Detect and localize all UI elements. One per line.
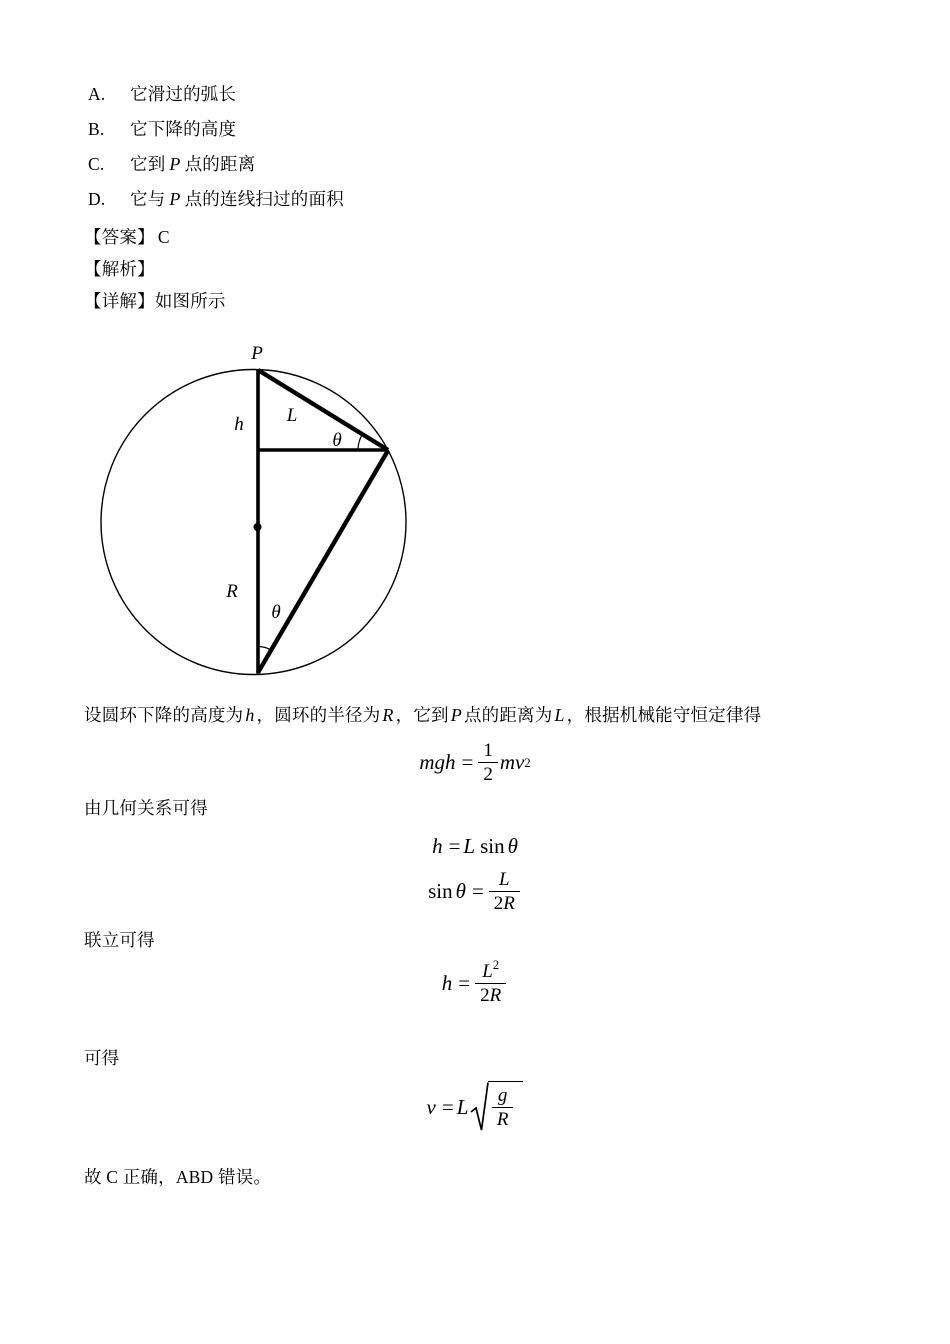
option-text-segment: 它滑过的弧长 <box>130 84 237 104</box>
eq-rhs: mv <box>499 750 525 774</box>
fraction-denominator: R <box>492 1107 514 1130</box>
answer-value: C <box>157 227 170 247</box>
den-variable: R <box>503 893 515 914</box>
conclusion-text: 故 C 正确，ABD 错误。 <box>84 1167 272 1187</box>
option-text-segment: 它下降的高度 <box>130 119 237 139</box>
intro-text-segment: ，它到 <box>395 705 449 725</box>
fraction <box>475 958 506 1006</box>
answer-label: 【答案】 <box>84 227 155 247</box>
option-row-d <box>88 188 344 210</box>
detail-label: 【详解】 <box>84 291 155 311</box>
option-row-a <box>88 83 236 105</box>
den-coefficient: 2 <box>493 893 504 914</box>
equals-sign: = <box>448 834 461 858</box>
fraction <box>489 869 520 914</box>
equation-sine <box>0 869 950 914</box>
intro-text-segment: ，根据机械能守恒定律得 <box>566 705 762 725</box>
fraction-denominator <box>489 891 520 914</box>
option-row-b <box>88 118 236 140</box>
lead-text: 联立可得 <box>84 930 155 950</box>
option-text-segment: 它与 <box>130 189 166 209</box>
equals-sign: = <box>441 1094 454 1119</box>
angle-mark-top <box>358 434 362 450</box>
label-theta-top: θ <box>332 430 342 451</box>
eq-coefficient: L <box>463 834 476 858</box>
num-variable: L <box>482 961 493 982</box>
equation-height <box>0 834 950 859</box>
fraction-denominator: 2 <box>478 762 498 785</box>
equation-energy: mgh = $\frac{1}{2}$ mv 2 <box>419 740 531 785</box>
angle-mark-bottom <box>258 647 271 651</box>
lead-text: 可得 <box>84 1048 120 1068</box>
eq-lhs: h <box>432 834 443 858</box>
label-chord-l: L <box>286 405 298 426</box>
eq-lhs: mgh <box>419 750 456 774</box>
option-variable: P <box>169 189 181 209</box>
option-text-segment: 它到 <box>130 154 166 174</box>
equation-velocity <box>0 1081 950 1133</box>
sin-function: sin <box>480 834 505 858</box>
result-lead-text <box>84 1047 119 1069</box>
circle-diagram <box>85 338 425 686</box>
option-letter: A. <box>88 84 106 104</box>
option-letter: C. <box>88 154 105 174</box>
label-height-h: h <box>234 414 244 435</box>
lead-text: 由几何关系可得 <box>84 798 208 818</box>
den-coefficient: 2 <box>480 985 490 1006</box>
option-row-c <box>88 153 255 175</box>
label-point-p: P <box>251 343 263 364</box>
eq-angle: θ <box>507 834 518 858</box>
circle-outline <box>101 370 406 675</box>
square-root <box>469 1081 523 1133</box>
intro-text-segment: ，圆环的半径为 <box>256 705 381 725</box>
eq-lhs: h <box>441 971 453 995</box>
option-text-segment: 点的连线扫过的面积 <box>184 189 344 209</box>
equals-sign: = <box>461 750 474 774</box>
intro-text-segment: 点的距离为 <box>463 705 553 725</box>
fraction-denominator <box>475 983 506 1006</box>
equals-sign: = <box>458 971 471 995</box>
sin-function: sin <box>428 879 453 903</box>
fraction <box>492 1085 514 1130</box>
circle-center-dot <box>254 523 262 531</box>
answer-line <box>84 226 170 248</box>
radical-sign <box>469 1081 489 1133</box>
fraction-numerator: L <box>499 869 510 890</box>
option-letter: D. <box>88 189 106 209</box>
eq-coefficient: L <box>456 1094 469 1119</box>
fraction <box>478 740 498 785</box>
intro-variable: L <box>554 705 565 725</box>
combine-lead-text <box>84 929 155 951</box>
intro-variable: P <box>450 705 462 725</box>
equation-combined <box>0 958 950 1006</box>
fraction-numerator: g <box>497 1085 508 1106</box>
radicand <box>488 1081 524 1130</box>
detail-line <box>84 290 226 312</box>
label-radius-r: R <box>226 581 238 602</box>
geometry-lead-text <box>84 797 208 819</box>
label-theta-bottom: θ <box>271 602 281 623</box>
option-letter: B. <box>88 119 105 139</box>
intro-text-segment: 设圆环下降的高度为 <box>84 705 244 725</box>
fraction-numerator <box>477 958 504 983</box>
solution-intro <box>84 704 761 726</box>
chord-L-line <box>258 370 388 450</box>
detail-text: 如图所示 <box>154 291 226 311</box>
conclusion-line <box>84 1166 271 1188</box>
fraction-numerator: 1 <box>483 740 493 761</box>
analysis-line <box>84 258 155 280</box>
equals-sign: = <box>471 879 484 903</box>
exponent: 2 <box>492 958 500 972</box>
option-variable: P <box>169 154 181 174</box>
analysis-label: 【解析】 <box>84 259 155 279</box>
intro-variable: h <box>245 705 255 725</box>
eq-lhs: v <box>426 1094 436 1119</box>
den-variable: R <box>489 985 502 1006</box>
option-text-segment: 点的距离 <box>184 154 256 174</box>
chord-bottom-line <box>258 451 388 673</box>
eq-angle: θ <box>455 879 466 903</box>
intro-variable: R <box>382 705 394 725</box>
